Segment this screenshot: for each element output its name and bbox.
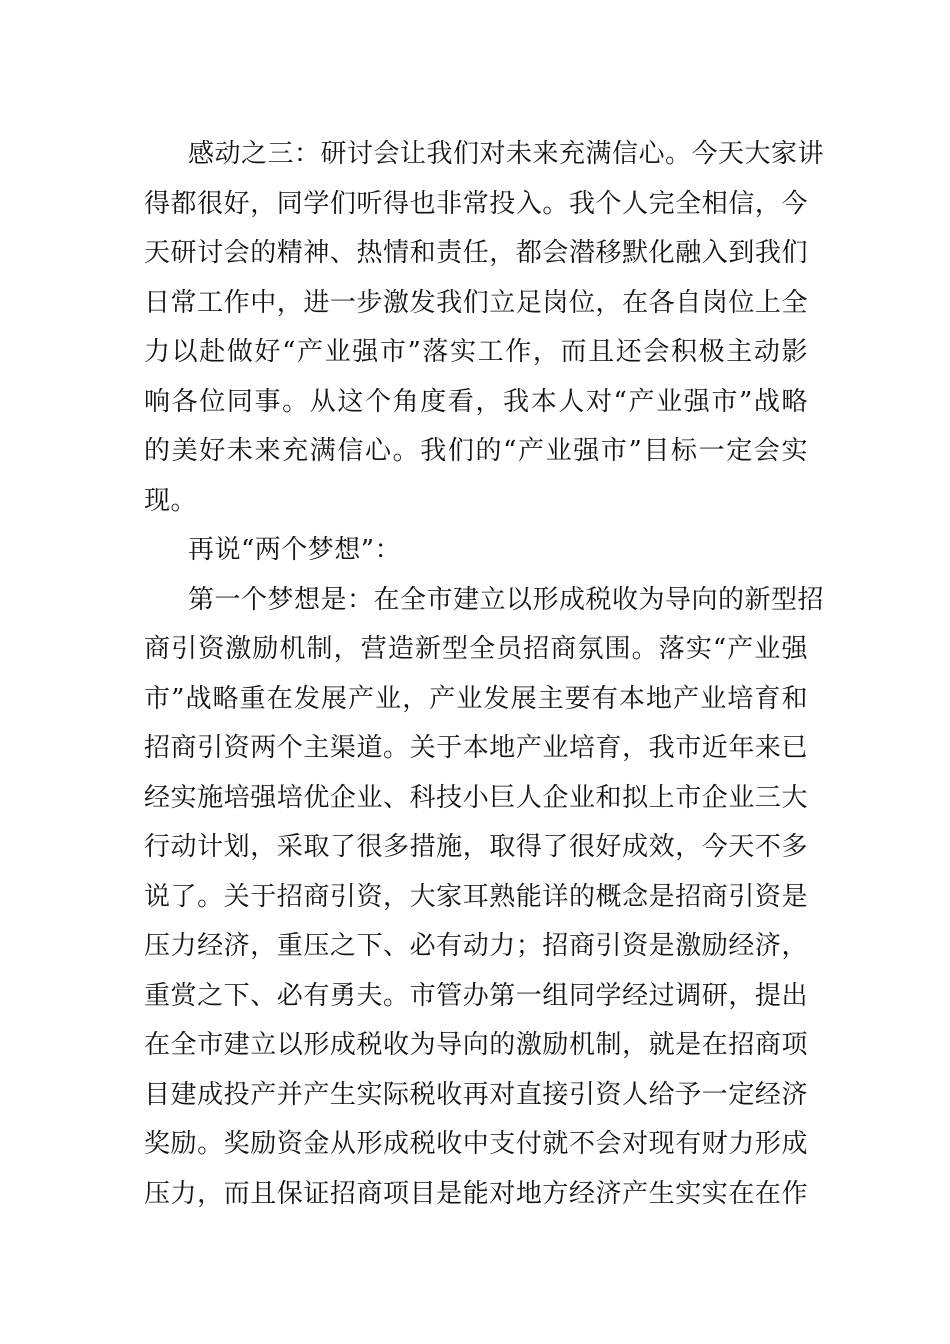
paragraph-line: 力以赴做好“产业强市”落实工作，而且还会积极主动影 <box>144 337 808 367</box>
paragraph-line: 市”战略重在发展产业，产业发展主要有本地产业培育和 <box>144 683 808 714</box>
paragraph-line: 商引资激励机制，营造新型全员招商氛围。落实“产业强 <box>144 634 808 664</box>
paragraph-line: 经实施培强培优企业、科技小巨人企业和拟上市企业三大 <box>144 782 808 813</box>
paragraph-line: 日常工作中，进一步激发我们立足岗位，在各自岗位上全 <box>144 287 808 318</box>
paragraph-line: 的美好未来充满信心。我们的“产业强市”目标一定会实 <box>144 436 808 466</box>
paragraph-line: 目建成投产并产生实际税收再对直接引资人给予一定经济 <box>144 1079 808 1110</box>
paragraph-line: 重赏之下、必有勇夫。市管办第一组同学经过调研，提出 <box>144 980 808 1011</box>
paragraph-line: 天研讨会的精神、热情和责任，都会潜移默化融入到我们 <box>144 238 808 268</box>
paragraph-line: 响各位同事。从这个角度看，我本人对“产业强市”战略 <box>144 386 808 417</box>
paragraph-line: 行动计划，采取了很多措施，取得了很好成效，今天不多 <box>144 832 808 862</box>
paragraph-line: 现。 <box>144 485 198 516</box>
paragraph-line: 得都很好，同学们听得也非常投入。我个人完全相信，今 <box>144 188 808 219</box>
paragraph-line: 在全市建立以形成税收为导向的激励机制，就是在招商项 <box>144 1030 808 1060</box>
section-heading: 再说“两个梦想”： <box>188 535 402 565</box>
paragraph-line: 压力，而且保证招商项目是能对地方经济产生实实在在作 <box>144 1178 808 1209</box>
paragraph-line: 第一个梦想是：在全市建立以形成税收为导向的新型招 <box>188 584 825 615</box>
paragraph-line: 招商引资两个主渠道。关于本地产业培育，我市近年来已 <box>144 733 808 763</box>
paragraph-line: 感动之三：研讨会让我们对未来充满信心。今天大家讲 <box>188 139 825 169</box>
paragraph-line: 压力经济，重压之下、必有动力；招商引资是激励经济， <box>144 931 808 961</box>
paragraph-line: 说了。关于招商引资，大家耳熟能详的概念是招商引资是 <box>144 881 808 912</box>
paragraph-line: 奖励。奖励资金从形成税收中支付就不会对现有财力形成 <box>144 1129 808 1159</box>
body-text <box>144 130 825 1219</box>
